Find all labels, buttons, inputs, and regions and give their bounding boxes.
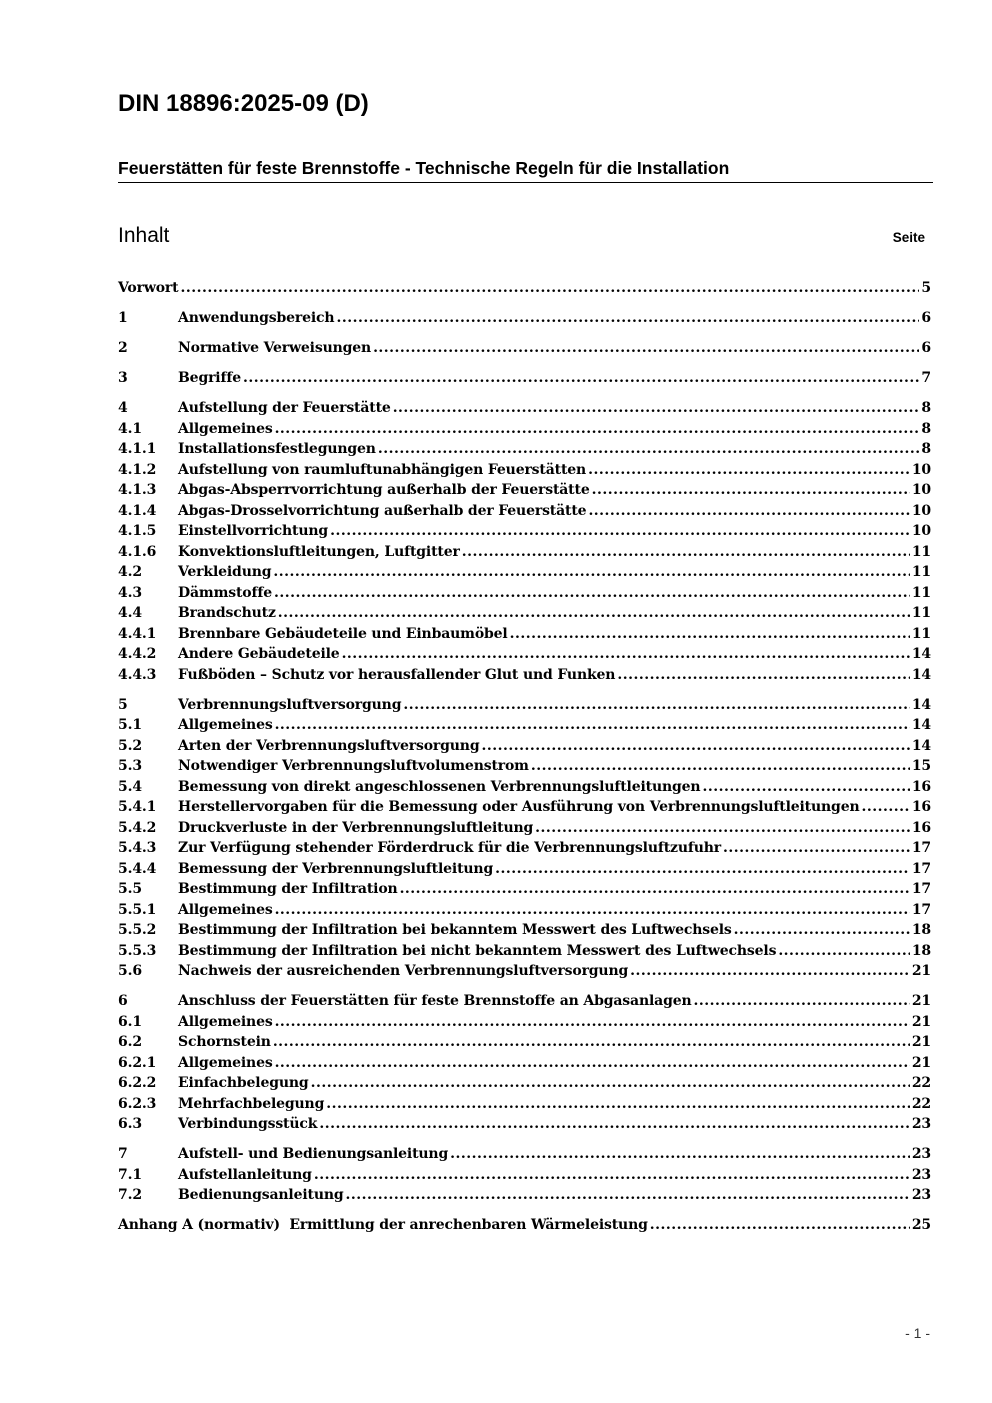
toc-leader-dots — [275, 1053, 910, 1074]
toc-entry-page: 21 — [911, 993, 931, 1009]
toc-entry-page: 16 — [911, 799, 931, 815]
toc-entry[interactable] — [118, 308, 931, 329]
toc-entry-page: 21 — [911, 963, 931, 979]
toc-entry-title: Brennbare Gebäudeteile und Einbaumöbel — [178, 625, 508, 642]
toc-entry[interactable] — [118, 838, 931, 859]
toc-entry-number: 4.1 — [118, 420, 142, 437]
toc-entry-page: 14 — [911, 666, 931, 683]
toc-entry-number: 5.4.3 — [118, 840, 157, 856]
toc-entry[interactable] — [118, 1215, 931, 1236]
toc-entry-number: 4.3 — [118, 584, 142, 601]
toc-leader-dots — [314, 1165, 910, 1186]
toc-leader-dots — [274, 583, 910, 604]
document-title: Feuerstätten für feste Brennstoffe - Technische Regeln für die Installation — [118, 158, 933, 183]
toc-entry-page: 11 — [911, 564, 931, 580]
table-of-contents — [118, 278, 931, 1236]
toc-entry[interactable] — [118, 624, 931, 645]
toc-entry-page: 10 — [911, 482, 931, 498]
toc-entry-title: Dämmstoffe — [178, 584, 272, 601]
toc-leader-dots — [694, 991, 910, 1012]
toc-entry-number: 4.1.5 — [118, 523, 157, 539]
toc-entry-title: Nachweis der ausreichenden Verbrennungsluftversorgung — [178, 963, 629, 979]
toc-entry-title: Zur Verfügung stehender Förderdruck für die Verbrennungsluftzufuhr — [178, 840, 722, 856]
toc-entry[interactable] — [118, 756, 931, 777]
toc-entry-title: Herstellervorgaben für die Bemessung oder Ausführung von Verbrennungsluftleitungen — [178, 799, 860, 815]
toc-entry-page: 5 — [921, 280, 931, 296]
toc-entry-title: Bestimmung der Infiltration bei bekanntem Messwert des Luftwechsels — [178, 922, 732, 938]
toc-leader-dots — [495, 859, 910, 880]
toc-leader-dots — [243, 368, 919, 389]
toc-leader-dots — [862, 797, 910, 818]
toc-entry[interactable] — [118, 439, 931, 460]
toc-entry[interactable] — [118, 1094, 931, 1115]
toc-leader-dots — [393, 398, 920, 419]
toc-entry[interactable] — [118, 1053, 931, 1074]
toc-entry-number: 4.4.2 — [118, 646, 157, 662]
toc-entry[interactable] — [118, 583, 931, 604]
toc-entry-number: 4.2 — [118, 564, 142, 580]
toc-leader-dots — [462, 542, 910, 563]
toc-entry-number: 4 — [118, 400, 128, 416]
toc-entry-title: Allgemeines — [178, 1013, 273, 1030]
toc-entry-page: 10 — [911, 502, 931, 519]
toc-leader-dots — [275, 419, 920, 440]
toc-entry-number: 5.5.2 — [118, 922, 157, 938]
toc-entry[interactable] — [118, 920, 931, 941]
toc-entry-page: 17 — [911, 881, 931, 897]
toc-entry-page: 14 — [911, 717, 931, 733]
toc-leader-dots — [734, 920, 910, 941]
toc-leader-dots — [403, 695, 909, 716]
toc-entry-title: Anwendungsbereich — [178, 310, 335, 326]
toc-entry[interactable] — [118, 368, 931, 389]
toc-entry[interactable] — [118, 398, 931, 419]
toc-leader-dots — [650, 1215, 910, 1236]
toc-entry-title: Aufstellanleitung — [178, 1166, 312, 1183]
toc-entry-number: 5.5.1 — [118, 901, 157, 918]
toc-leader-dots — [588, 460, 910, 481]
toc-entry[interactable] — [118, 501, 931, 522]
toc-leader-dots — [311, 1073, 910, 1094]
toc-leader-dots — [588, 501, 909, 522]
toc-entry-page: 14 — [911, 737, 931, 754]
toc-entry[interactable] — [118, 1185, 931, 1206]
toc-entry-number: 5.4.1 — [118, 799, 157, 815]
toc-heading: Inhalt — [118, 224, 170, 247]
toc-entry-number: 7 — [118, 1146, 128, 1162]
toc-entry-number: 5.2 — [118, 737, 142, 754]
toc-entry-page: 8 — [921, 420, 931, 437]
toc-entry[interactable] — [118, 818, 931, 839]
toc-entry-title: Mehrfachbelegung — [178, 1095, 325, 1112]
toc-entry-number: 4.1.6 — [118, 543, 157, 560]
toc-leader-dots — [180, 278, 919, 299]
toc-entry-title: Abgas-Drosselvorrichtung außerhalb der Feuerstätte — [178, 502, 587, 519]
toc-entry-page: 18 — [911, 922, 931, 938]
toc-entry[interactable] — [118, 665, 931, 686]
toc-entry-title: Allgemeines — [178, 1054, 273, 1071]
toc-entry-title: Arten der Verbrennungsluftversorgung — [178, 737, 480, 754]
toc-entry-title: Bestimmung der Infiltration bei nicht bekanntem Messwert des Luftwechsels — [178, 942, 777, 959]
toc-entry-page: 14 — [911, 696, 931, 713]
toc-entry-title: Verbrennungsluftversorgung — [178, 696, 402, 713]
toc-entry-number: 6.2 — [118, 1034, 142, 1050]
toc-entry-page: 6 — [921, 310, 931, 326]
toc-entry-page: 22 — [911, 1095, 931, 1112]
toc-entry-page: 21 — [911, 1013, 931, 1030]
toc-leader-dots — [535, 818, 910, 839]
toc-entry-title: Bedienungsanleitung — [178, 1187, 344, 1203]
toc-leader-dots — [326, 1094, 910, 1115]
toc-entry[interactable] — [118, 1114, 931, 1135]
toc-entry[interactable] — [118, 419, 931, 440]
toc-entry[interactable] — [118, 460, 931, 481]
toc-entry[interactable] — [118, 797, 931, 818]
toc-entry[interactable] — [118, 715, 931, 736]
toc-leader-dots — [373, 338, 919, 359]
toc-entry[interactable] — [118, 338, 931, 359]
toc-entry-page: 23 — [911, 1116, 931, 1132]
toc-entry[interactable] — [118, 1165, 931, 1186]
toc-entry-number: 4.4 — [118, 605, 142, 621]
toc-entry-title: Allgemeines — [178, 420, 273, 437]
toc-entry[interactable] — [118, 1012, 931, 1033]
toc-entry[interactable] — [118, 879, 931, 900]
toc-leader-dots — [510, 624, 910, 645]
toc-entry-number: 3 — [118, 370, 128, 386]
toc-leader-dots — [617, 665, 909, 686]
toc-entry-title: Einstellvorrichtung — [178, 523, 329, 539]
toc-entry-title: Konvektionsluftleitungen, Luftgitter — [178, 543, 460, 560]
toc-entry-title: Einfachbelegung — [178, 1075, 309, 1091]
toc-leader-dots — [336, 308, 919, 329]
toc-entry[interactable] — [118, 603, 931, 624]
page-number: - 1 - — [905, 1325, 930, 1341]
toc-leader-dots — [378, 439, 920, 460]
toc-leader-dots — [319, 1114, 909, 1135]
toc-entry-title: Aufstell- und Bedienungsanleitung — [178, 1146, 449, 1162]
toc-entry-title: Verbindungsstück — [178, 1116, 318, 1132]
toc-entry[interactable] — [118, 278, 931, 299]
toc-entry-number: 6.2.3 — [118, 1095, 157, 1112]
toc-entry-page: 21 — [911, 1054, 931, 1071]
toc-entry-page: 8 — [921, 441, 931, 457]
toc-entry-title: Druckverluste in der Verbrennungsluftleitung — [178, 819, 534, 836]
toc-entry-page: 23 — [911, 1187, 931, 1203]
toc-leader-dots — [273, 562, 909, 583]
toc-entry-number: 5.5.3 — [118, 942, 157, 959]
toc-leader-dots — [346, 1185, 910, 1206]
toc-leader-dots — [481, 736, 909, 757]
toc-entry-page: 16 — [911, 819, 931, 836]
toc-entry-number: 5.4.4 — [118, 860, 157, 877]
toc-entry-title: Anhang A (normativ) Ermittlung der anrechenbaren Wärmeleistung — [118, 1217, 648, 1233]
toc-leader-dots — [531, 756, 910, 777]
toc-entry[interactable] — [118, 542, 931, 563]
toc-entry-page: 23 — [911, 1146, 931, 1162]
toc-entry-title: Begriffe — [178, 370, 241, 386]
toc-entry-number: 5.1 — [118, 717, 142, 733]
toc-entry[interactable] — [118, 1073, 931, 1094]
toc-entry[interactable] — [118, 941, 931, 962]
toc-entry-page: 16 — [911, 778, 931, 795]
toc-entry-number: 5.4.2 — [118, 819, 157, 836]
toc-entry-title: Bemessung der Verbrennungsluftleitung — [178, 860, 494, 877]
toc-entry-number: 6.2.1 — [118, 1054, 157, 1071]
toc-entry-title: Allgemeines — [178, 717, 273, 733]
toc-leader-dots — [778, 941, 910, 962]
toc-entry[interactable] — [118, 991, 931, 1012]
toc-entry-page: 14 — [911, 646, 931, 662]
toc-entry-title: Allgemeines — [178, 901, 273, 918]
toc-entry[interactable] — [118, 859, 931, 880]
toc-entry-number: 6.1 — [118, 1013, 142, 1030]
document-id: DIN 18896:2025-09 (D) — [118, 90, 369, 117]
toc-entry-page: 17 — [911, 901, 931, 918]
toc-entry-number: 6 — [118, 993, 128, 1009]
toc-entry-number: 6.2.2 — [118, 1075, 157, 1091]
toc-leader-dots — [330, 521, 910, 542]
toc-leader-dots — [275, 1012, 910, 1033]
toc-entry-title: Verkleidung — [178, 564, 272, 580]
toc-entry-title: Andere Gebäudeteile — [178, 646, 340, 662]
toc-entry-title: Fußböden – Schutz vor herausfallender Glut und Funken — [178, 666, 616, 683]
toc-entry-title: Aufstellung der Feuerstätte — [178, 400, 391, 416]
toc-leader-dots — [592, 480, 910, 501]
toc-entry-number: 1 — [118, 310, 128, 326]
toc-entry-page: 11 — [911, 543, 931, 560]
toc-entry-number: 4.4.1 — [118, 625, 157, 642]
toc-entry-title: Bestimmung der Infiltration — [178, 881, 398, 897]
toc-entry-page: 23 — [911, 1166, 931, 1183]
toc-entry-number: 6.3 — [118, 1116, 142, 1132]
toc-entry[interactable] — [118, 1032, 931, 1053]
toc-entry-number: 5 — [118, 696, 128, 713]
toc-entry-page: 17 — [911, 860, 931, 877]
toc-entry-page: 7 — [921, 370, 931, 386]
toc-entry-page: 10 — [911, 461, 931, 478]
toc-leader-dots — [630, 961, 910, 982]
toc-entry-page: 18 — [911, 942, 931, 959]
toc-entry-number: 5.5 — [118, 881, 142, 897]
toc-entry-number: 2 — [118, 340, 128, 356]
toc-entry-title: Schornstein — [178, 1034, 271, 1050]
toc-entry[interactable] — [118, 695, 931, 716]
toc-entry-page: 21 — [911, 1034, 931, 1050]
toc-entry-page: 10 — [911, 523, 931, 539]
toc-entry-title: Bemessung von direkt angeschlossenen Verbrennungsluftleitungen — [178, 778, 701, 795]
toc-entry-number: 5.6 — [118, 963, 142, 979]
toc-entry[interactable] — [118, 1144, 931, 1165]
toc-entry[interactable] — [118, 644, 931, 665]
toc-entry-title: Brandschutz — [178, 605, 276, 621]
toc-entry[interactable] — [118, 480, 931, 501]
toc-entry-number: 7.1 — [118, 1166, 142, 1183]
toc-entry-page: 15 — [911, 758, 931, 774]
toc-entry[interactable] — [118, 562, 931, 583]
page-column-label: Seite — [892, 230, 925, 245]
toc-entry-number: 5.3 — [118, 758, 142, 774]
toc-entry[interactable] — [118, 777, 931, 798]
toc-entry-number: 5.4 — [118, 778, 142, 795]
toc-leader-dots — [275, 900, 910, 921]
toc-entry-page: 8 — [921, 400, 931, 416]
toc-entry-page: 22 — [911, 1075, 931, 1091]
toc-entry-number: 4.1.2 — [118, 461, 157, 478]
toc-entry-title: Abgas-Absperrvorrichtung außerhalb der Feuerstätte — [178, 482, 590, 498]
toc-entry-page: 6 — [921, 340, 931, 356]
toc-entry[interactable] — [118, 900, 931, 921]
toc-entry-title: Aufstellung von raumluftunabhängigen Feuerstätten — [178, 461, 587, 478]
toc-leader-dots — [273, 1032, 910, 1053]
toc-entry-number: 4.4.3 — [118, 666, 157, 683]
toc-leader-dots — [342, 644, 910, 665]
toc-entry-page: 11 — [911, 584, 931, 601]
toc-entry[interactable] — [118, 736, 931, 757]
toc-entry-number: 4.1.1 — [118, 441, 157, 457]
toc-entry[interactable] — [118, 521, 931, 542]
toc-entry-page: 25 — [911, 1217, 931, 1233]
toc-leader-dots — [278, 603, 910, 624]
toc-leader-dots — [450, 1144, 910, 1165]
toc-entry-page: 17 — [911, 840, 931, 856]
toc-leader-dots — [702, 777, 909, 798]
toc-entry-title: Normative Verweisungen — [178, 340, 372, 356]
toc-entry-number: 4.1.4 — [118, 502, 157, 519]
toc-entry-title: Notwendiger Verbrennungsluftvolumenstrom — [178, 758, 529, 774]
toc-entry-page: 11 — [911, 625, 931, 642]
toc-entry-number: 7.2 — [118, 1187, 142, 1203]
toc-leader-dots — [275, 715, 910, 736]
toc-entry-title: Installationsfestlegungen — [178, 441, 376, 457]
toc-entry-title: Vorwort — [118, 280, 179, 296]
toc-entry[interactable] — [118, 961, 931, 982]
toc-entry-number: 4.1.3 — [118, 482, 157, 498]
toc-leader-dots — [400, 879, 910, 900]
toc-leader-dots — [723, 838, 910, 859]
toc-entry-page: 11 — [911, 605, 931, 621]
toc-entry-title: Anschluss der Feuerstätten für feste Brennstoffe an Abgasanlagen — [178, 993, 692, 1009]
